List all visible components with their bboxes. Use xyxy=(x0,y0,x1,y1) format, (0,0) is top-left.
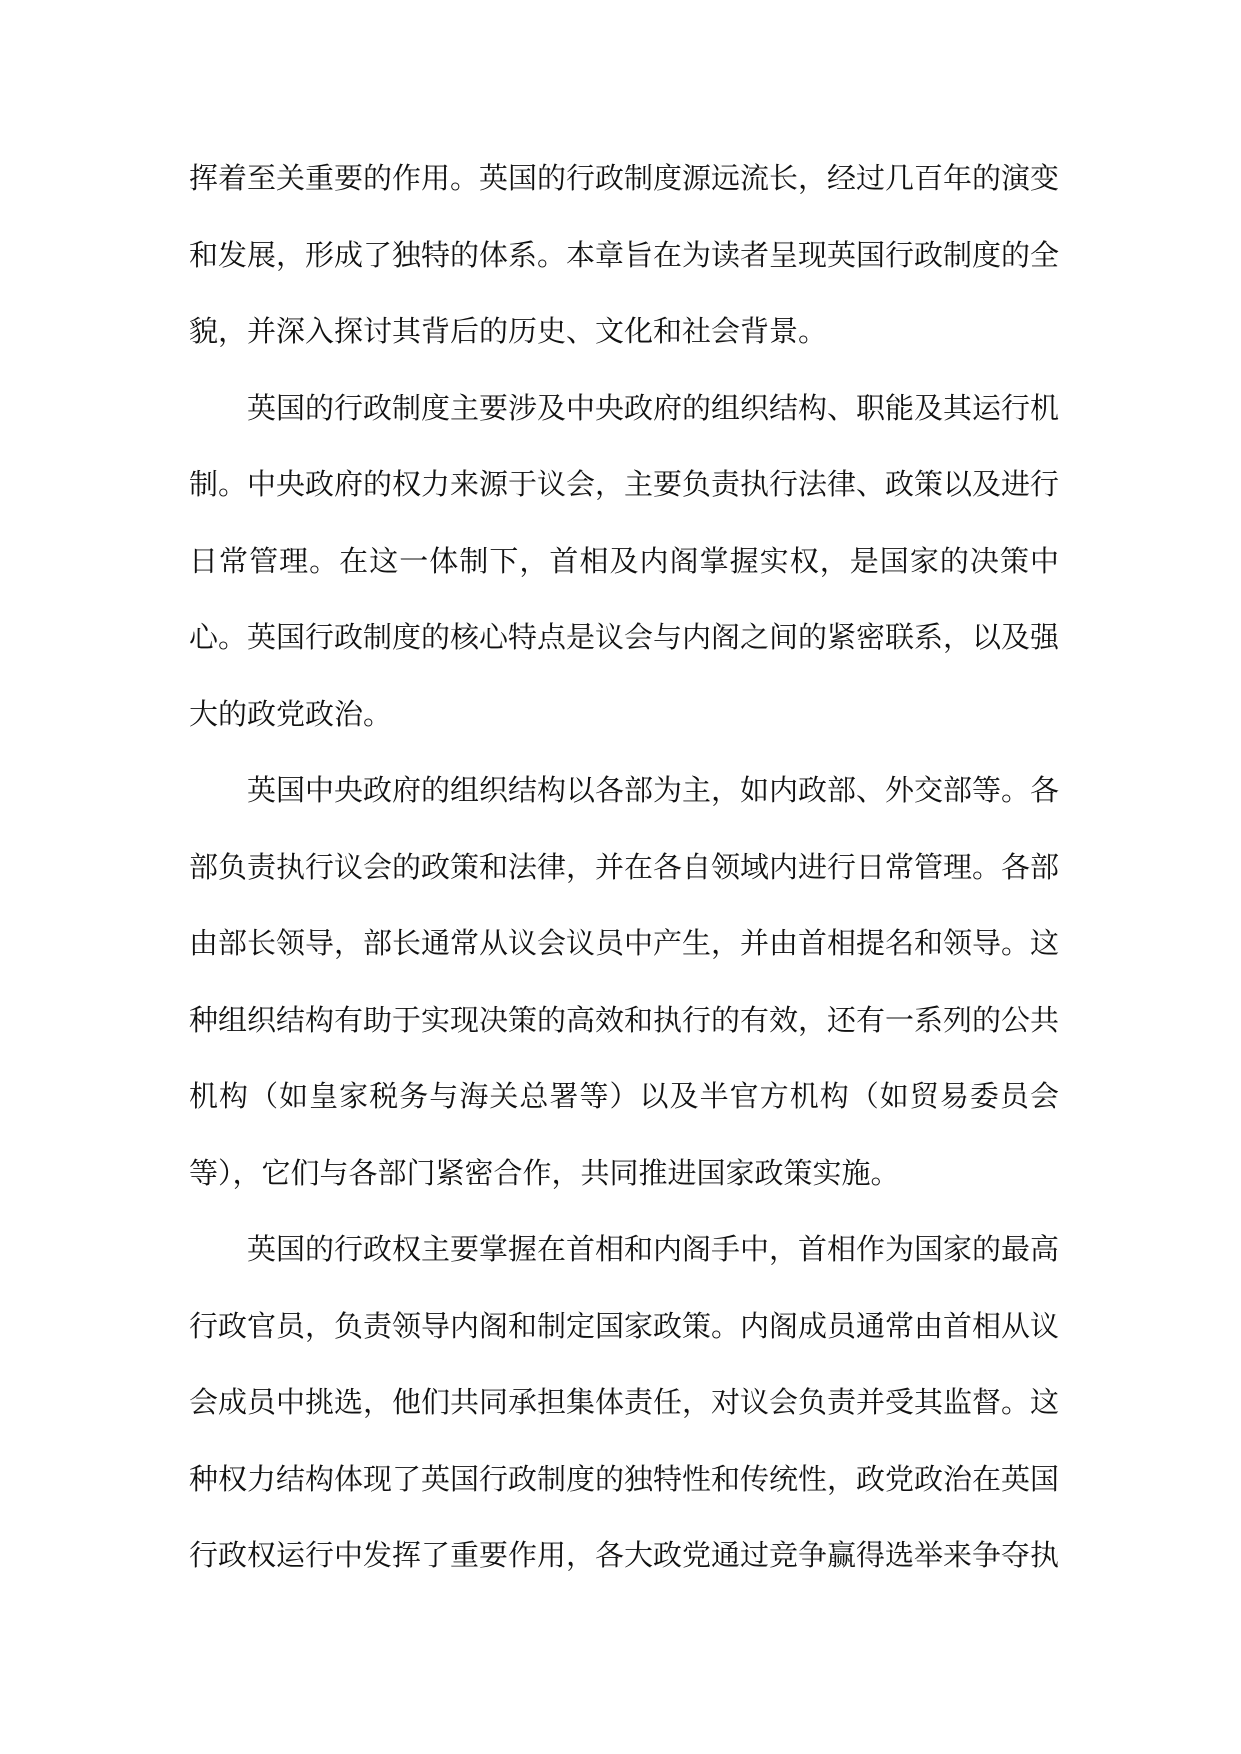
document-body xyxy=(189,140,1059,1594)
paragraph-executive-system: 英国的行政制度主要涉及中央政府的组织结构、职能及其运行机制。中央政府的权力来源于议会，主要负责执行法律、政策以及进行日常管理。在这一体制下，首相及内阁掌握实权，是国家的决策中心。英国行政制度的核心特点是议会与内阁之间的紧密联系，以及强大的政党政治。 xyxy=(189,390,1060,731)
paragraph-continuation: 挥着至关重要的作用。英国的行政制度源远流长，经过几百年的演变和发展，形成了独特的体系。本章旨在为读者呈现英国行政制度的全貌，并深入探讨其背后的历史、文化和社会背景。 xyxy=(189,161,1060,348)
paragraph-government-structure: 英国中央政府的组织结构以各部为主，如内政部、外交部等。各部负责执行议会的政策和法律，并在各自领域内进行日常管理。各部由部长领导，部长通常从议会议员中产生，并由首相提名和领导。这种组织结构有助于实现决策的高效和执行的有效，还有一系列的公共机构（如皇家税务与海关总署等）以及半官方机构（如贸易委员会等），它们与各部门紧密合作，共同推进国家政策实施。 xyxy=(189,773,1060,1190)
paragraph-executive-power: 英国的行政权主要掌握在首相和内阁手中，首相作为国家的最高行政官员，负责领导内阁和制定国家政策。内阁成员通常由首相从议会成员中挑选，他们共同承担集体责任，对议会负责并受其监督。这种权力结构体现了英国行政制度的独特性和传统性，政党政治在英国行政权运行中发挥了重要作用，各大政党通过竞争赢得选举来争夺执 xyxy=(189,1232,1060,1572)
